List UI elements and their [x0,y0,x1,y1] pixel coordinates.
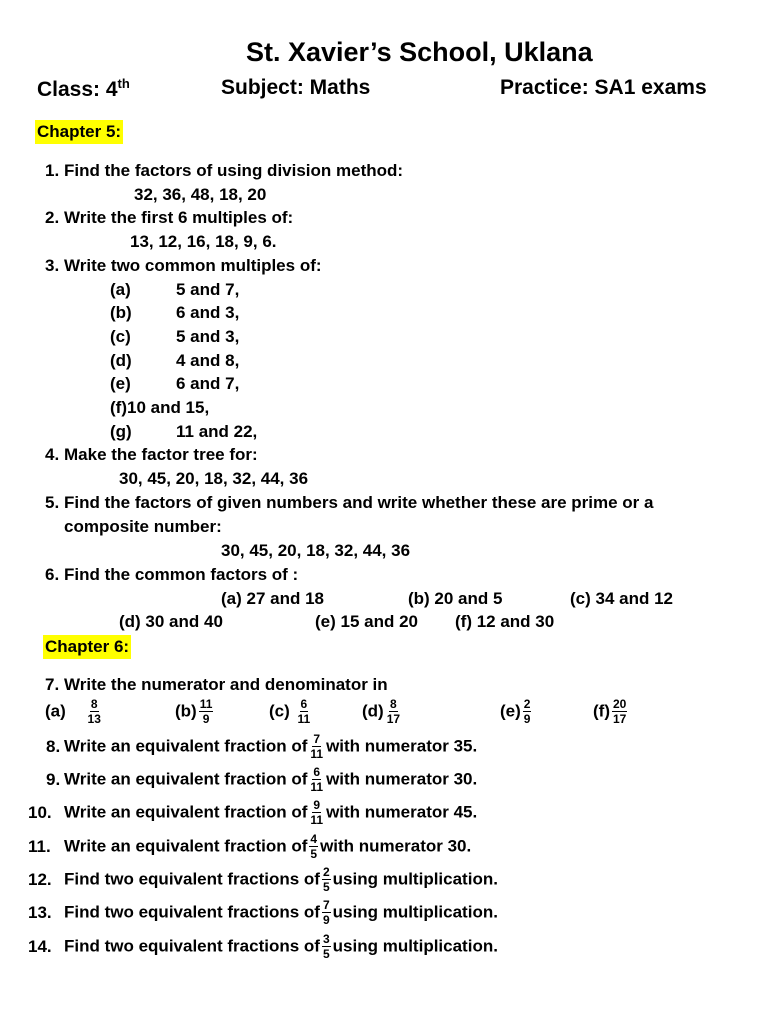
q6-option-f: (f) 12 and 30 [455,612,555,631]
question-suffix: with numerator 30. [326,769,478,789]
fraction [612,698,627,725]
question-text: Find two equivalent fractions of [64,936,320,956]
fraction [87,698,102,725]
question-text: Write an equivalent fraction of [64,836,308,856]
fraction-numerator: 8 [90,697,98,711]
question-content [64,833,471,860]
question-content [64,733,477,760]
question-suffix: with numerator 30. [320,836,472,856]
fraction [297,698,312,725]
q7-option-label: (b) [175,701,197,721]
question-number: 14. [28,937,52,956]
q6-option-c: (c) 34 and 12 [570,589,673,608]
q1-text: Find the factors of using division method: [64,161,404,180]
q6-text: Find the common factors of : [64,565,299,584]
question-suffix: with numerator 35. [326,736,478,756]
q2-number: 2. [45,208,60,227]
q3-item-label: (e) [110,374,131,393]
subject-label: Subject: Maths [221,76,371,99]
q1-values: 32, 36, 48, 18, 20 [134,185,267,204]
q6-option-e: (e) 15 and 20 [315,612,418,631]
q3-text: Write two common multiples of: [64,256,322,275]
q7-number: 7. [45,675,60,694]
q3-item-value: 4 and 8, [176,351,240,370]
q7-option-e [500,698,533,725]
q4-values: 30, 45, 20, 18, 32, 44, 36 [119,469,309,488]
q5-number: 5. [45,493,60,512]
fraction-denominator: 13 [87,712,101,726]
question-content [64,766,477,793]
q6-number: 6. [45,565,60,584]
q7-option-d [362,698,403,725]
q7-text: Write the numerator and denominator in [64,675,388,694]
fraction-numerator: 11 [199,697,213,711]
fraction [322,933,331,960]
fraction-denominator: 11 [310,747,324,761]
chapter-6-heading: Chapter 6: [43,635,131,659]
q7-option-c [269,698,313,725]
q7-option-label: (d) [362,701,384,721]
question-number: 11. [28,837,51,856]
school-title: St. Xavier’s School, Uklana [246,37,593,67]
q2-values: 13, 12, 16, 18, 9, 6. [130,232,277,251]
fraction-numerator: 2 [523,697,531,711]
fraction-denominator: 11 [310,780,324,794]
q5-values: 30, 45, 20, 18, 32, 44, 36 [221,541,411,560]
fraction [523,698,532,725]
chapter-5-heading: Chapter 5: [35,120,123,144]
question-content [64,899,498,926]
fraction-numerator: 3 [322,932,330,946]
q4-text: Make the factor tree for: [64,445,258,464]
q3-item-label: (f)10 and 15, [110,398,210,417]
question-content [64,799,477,826]
fraction-numerator: 7 [322,898,330,912]
fraction [386,698,401,725]
fraction-denominator: 17 [386,712,401,726]
q5-text-line1: Find the factors of given numbers and write whether these are prime or a [64,493,654,512]
fraction-numerator: 4 [310,832,318,846]
q5-text-line2: composite number: [64,517,222,536]
fraction-numerator: 9 [313,798,321,812]
fraction-denominator: 9 [202,712,210,726]
fraction-numerator: 2 [322,865,330,879]
fraction-denominator: 11 [297,712,311,726]
fraction-numerator: 6 [313,765,321,779]
q6-option-a: (a) 27 and 18 [221,589,324,608]
question-number: 12. [28,870,52,889]
q7-option-f [593,698,629,725]
q3-item-value: 5 and 3, [176,327,240,346]
fraction [199,698,214,725]
q3-item-value: 6 and 7, [176,374,240,393]
q3-item-label: (d) [110,351,132,370]
q3-item-label: (c) [110,327,131,346]
fraction-denominator: 5 [322,947,330,961]
q3-item-value: 5 and 7, [176,280,240,299]
class-label [37,76,130,102]
fraction [309,733,324,760]
question-text: Find two equivalent fractions of [64,902,320,922]
q7-option-label: (a) [45,701,66,721]
fraction-denominator: 5 [322,880,330,894]
question-number: 13. [28,903,52,922]
q2-text: Write the first 6 multiples of: [64,208,294,227]
fraction-numerator: 20 [612,697,627,711]
q7-option-a [45,698,104,725]
question-suffix: using multiplication. [332,902,498,922]
fraction-numerator: 8 [390,697,397,711]
fraction [309,799,324,826]
class-text: Class: 4 [37,78,118,101]
q3-number: 3. [45,256,60,275]
q3-item-value: 6 and 3, [176,303,240,322]
question-suffix: with numerator 45. [326,802,478,822]
question-text: Write an equivalent fraction of [64,769,308,789]
fraction-numerator: 7 [313,732,321,746]
q6-option-d: (d) 30 and 40 [119,612,223,631]
q3-item-label: (a) [110,280,131,299]
fraction [309,833,318,860]
q3-item-label: (g) [110,422,132,441]
q7-option-label: (c) [269,701,290,721]
fraction-denominator: 9 [322,913,330,927]
fraction [322,899,331,926]
q7-option-b [175,698,215,725]
question-text: Write an equivalent fraction of [64,736,308,756]
fraction-denominator: 17 [612,712,627,726]
fraction [322,866,331,893]
q3-item-value: 11 and 22, [176,422,258,441]
question-number: 10. [28,803,52,822]
q7-option-label: (e) [500,701,521,721]
question-content [64,866,498,893]
question-number: 9. [46,770,61,789]
fraction [309,766,324,793]
q4-number: 4. [45,445,60,464]
q1-number: 1. [45,161,60,180]
fraction-denominator: 9 [523,712,531,726]
q7-option-label: (f) [593,701,610,721]
question-number: 8. [46,737,61,756]
class-superscript: th [117,76,130,91]
question-text: Find two equivalent fractions of [64,869,320,889]
fraction-numerator: 6 [300,697,308,711]
fraction-denominator: 5 [310,847,318,861]
question-suffix: using multiplication. [332,936,498,956]
question-suffix: using multiplication. [332,869,498,889]
q6-option-b: (b) 20 and 5 [408,589,503,608]
q3-item-label: (b) [110,303,132,322]
fraction-denominator: 11 [310,813,324,827]
practice-label: Practice: SA1 exams [500,76,707,99]
question-content [64,933,498,960]
question-text: Write an equivalent fraction of [64,802,308,822]
